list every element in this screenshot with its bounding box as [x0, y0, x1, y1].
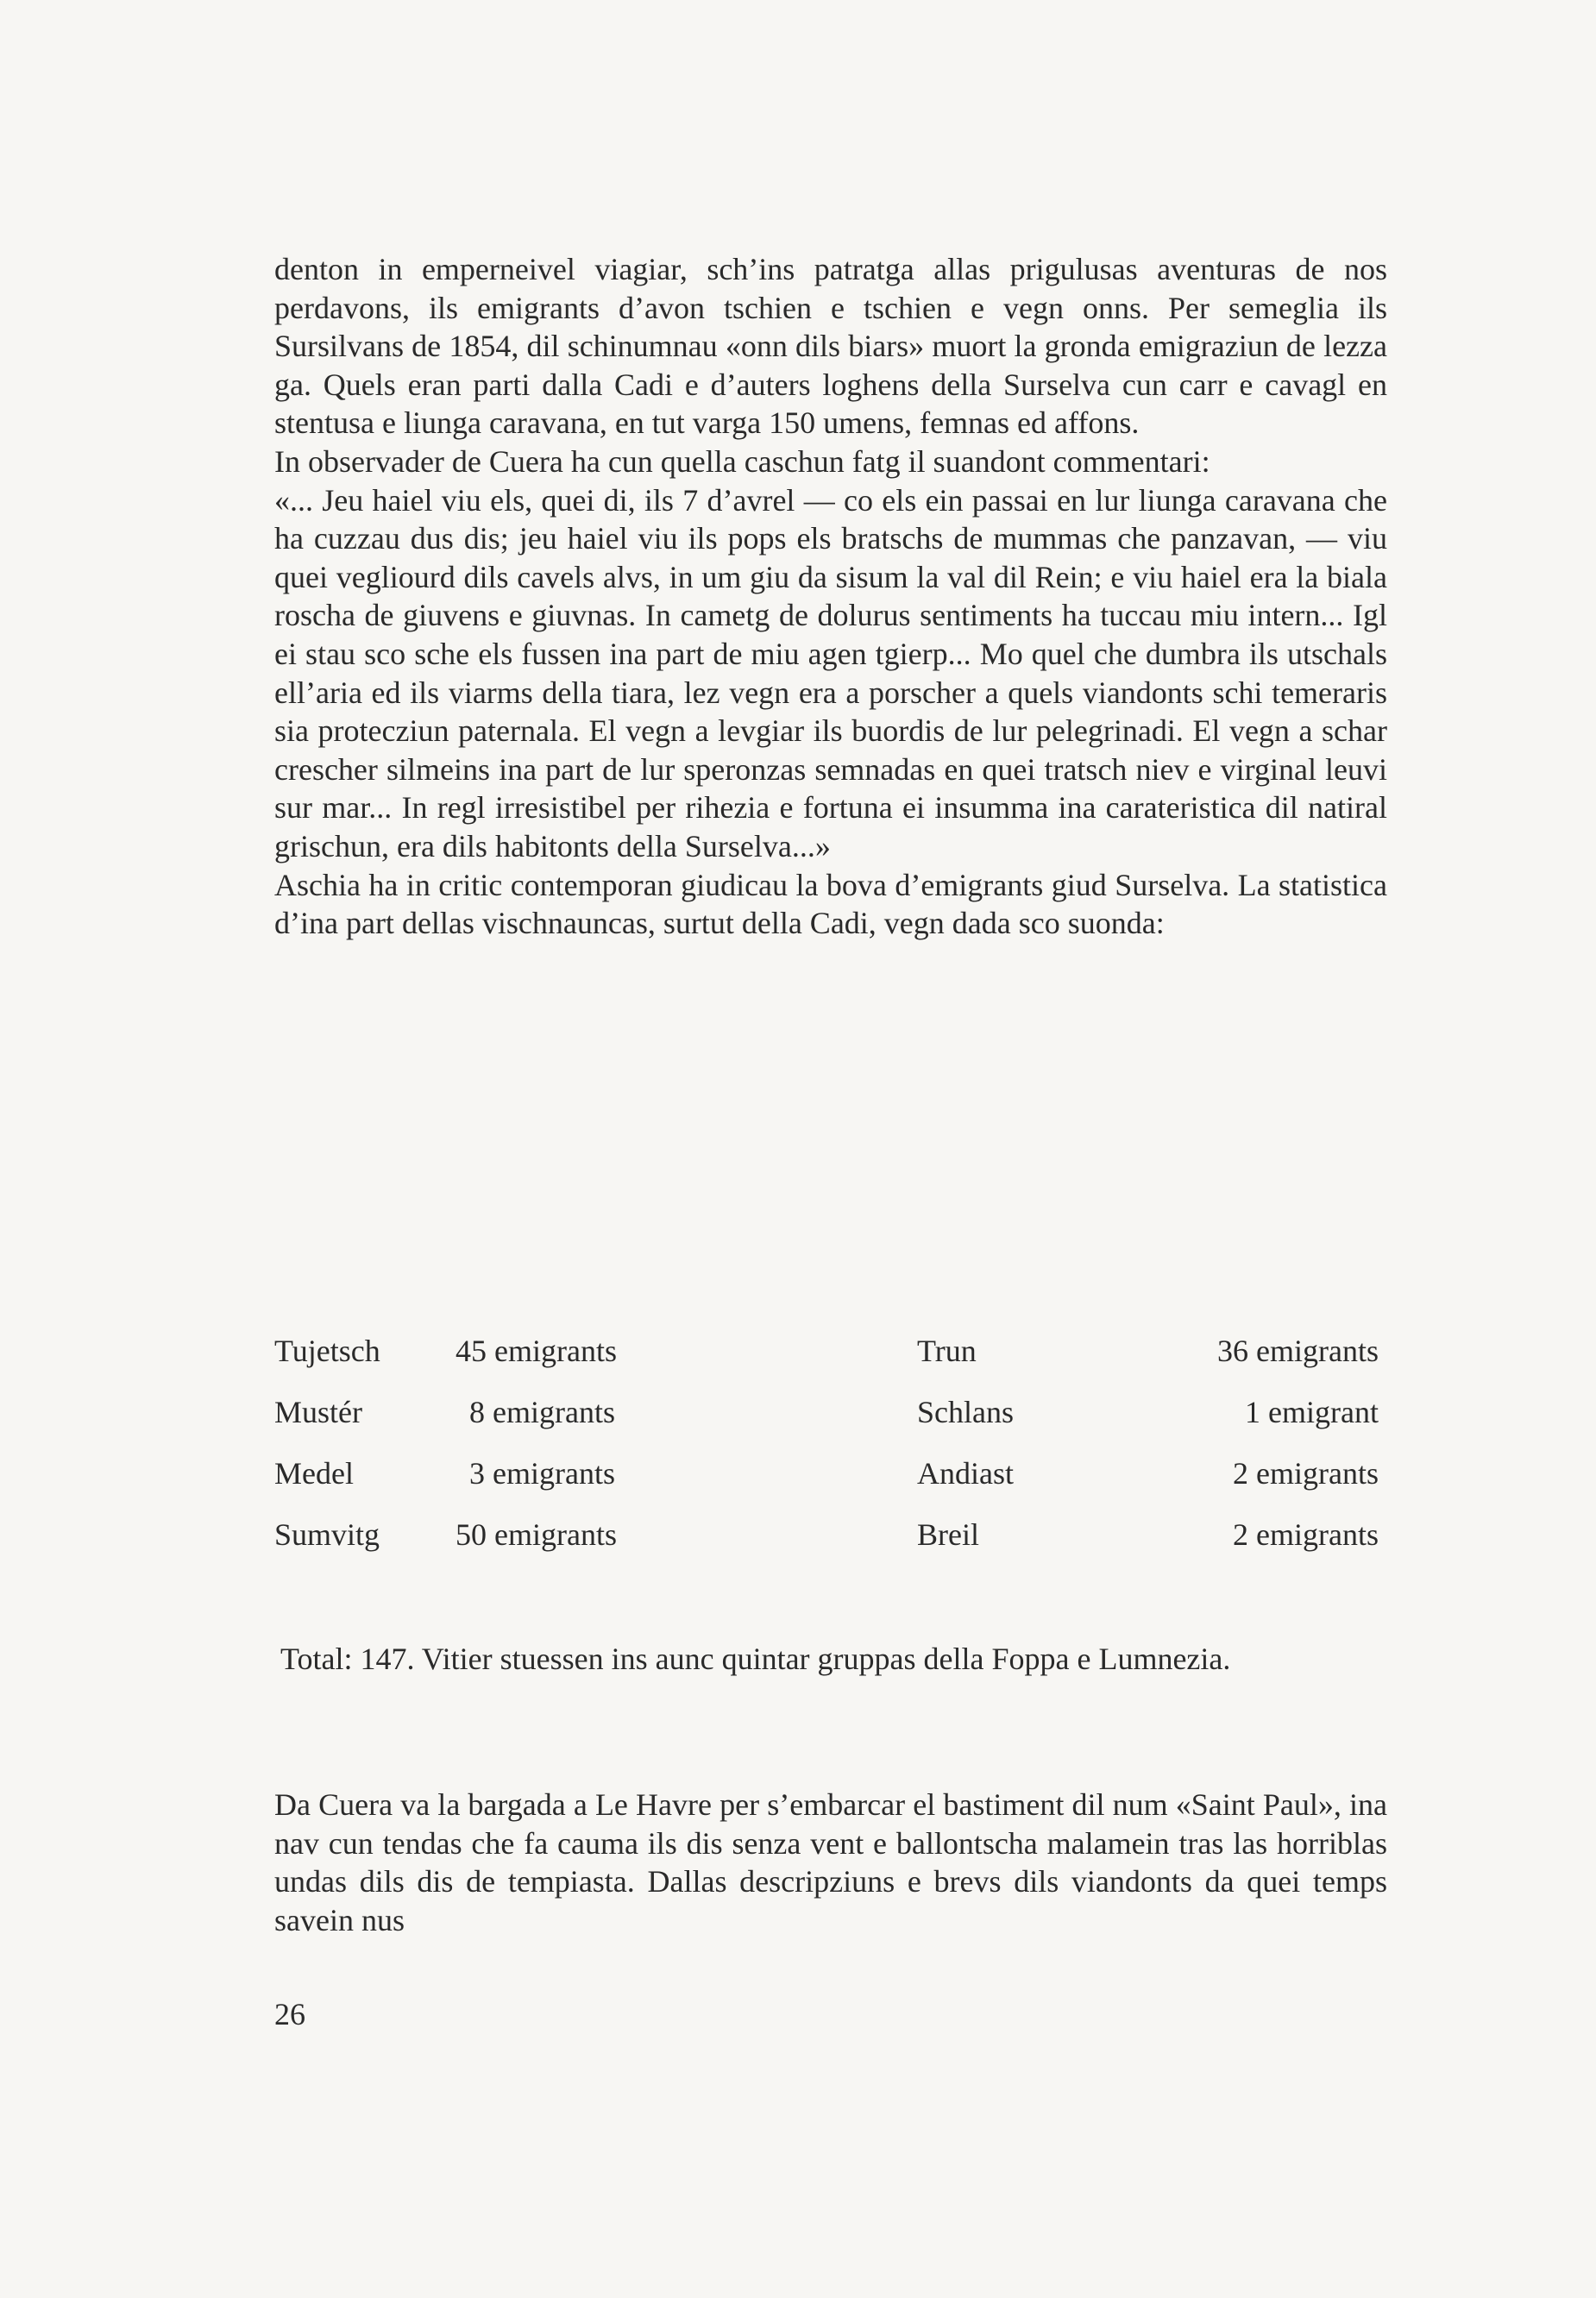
place-right: Breil: [917, 1517, 979, 1552]
place-right: Trun: [917, 1334, 977, 1368]
count-right: 36 emigrants: [1217, 1334, 1379, 1368]
emigrant-statistics: [274, 1333, 1396, 1578]
final-paragraph: Da Cuera va la bargada a Le Havre per s’embarcar el bastiment dil num «Saint Paul», ina nav cun tendas che fa cauma ils dis senza vent e ballontscha malamein tras las horriblas undas dils dis de tempiasta. Dallas descripziuns e brevs dils viandonts da quei temps savein nus: [274, 1787, 1387, 1937]
count-left: 45 emigrants: [456, 1334, 617, 1368]
paragraph-2: In observader de Cuera ha cun quella caschun fatg il suandont commentari:: [274, 443, 1210, 479]
main-text-block: [274, 250, 1387, 943]
place-right: Andiast: [917, 1456, 1014, 1491]
place-left: Medel: [274, 1456, 354, 1491]
count-left: 8 emigrants: [469, 1395, 615, 1429]
total-text: Total: 147. Vitier stuessen ins aunc quintar gruppas della Foppa e Lumnezia.: [280, 1642, 1231, 1676]
statistics-row: [274, 1516, 1396, 1578]
count-right: 2 emigrants: [1233, 1517, 1379, 1552]
count-right: 1 emigrant: [1245, 1395, 1379, 1429]
statistics-row: [274, 1455, 1396, 1516]
place-left: Sumvitg: [274, 1517, 380, 1552]
final-text-block: [274, 1786, 1387, 1939]
count-left: 3 emigrants: [469, 1456, 615, 1491]
count-right: 2 emigrants: [1233, 1456, 1379, 1491]
paragraph-3: Aschia ha in critic contemporan giudicau la bova d’emigrants giud Surselva. La statistica d’ina part dellas vischnauncas, surtut della Cadi, vegn dada sco suonda:: [274, 867, 1387, 941]
statistics-row: [274, 1394, 1396, 1455]
paragraph-1: denton in emperneivel viagiar, sch’ins patratga allas prigulusas aventuras de nos perdavons, ils emigrants d’avon tschien e tschien e vegn onns. Per semeglia ils Sursilvans de 1854, dil schinumnau «onn dils biars» muort la gronda emigraziun de lezza ga. Quels eran parti dalla Cadi e d’auters loghens della Surselva cun carr e cavagl en stentusa e liunga caravana, en tut varga 150 umens, femnas ed affons.: [274, 252, 1387, 441]
statistics-row: [274, 1333, 1396, 1394]
quote-paragraph: «... Jeu haiel viu els, quei di, ils 7 d’avrel — co els ein passai en lur liunga caravana che ha cuzzau dus dis; jeu haiel viu ils pops els bratschs de mummas che panzavan, — viu quei vegliourd dils cavels alvs, in um giu da sisum la val dil Rein; e viu haiel era la biala roscha de giuvens e giuvnas. In cametg de dolurus sentiments ha tuccau miu intern... Igl ei stau sco sche els fussen ina part de miu agen tgierp... Mo quel che dumbra ils utschals ell’aria ed ils viarms della tiara, lez vegn era a porscher a quels viandonts schi temeraris sia protecziun paternala. El vegn a levgiar ils buordis de lur pelegrinadi. El vegn a schar crescher silmeins ina part de lur speronzas semnadas en quei tratsch niev e virginal leuvi sur mar... In regl irresistibel per rihezia e fortuna ei insumma ina carateristica dil natiral grischun, era dils habitonts della Surselva...»: [274, 482, 1387, 863]
page-number: 26: [274, 1997, 305, 2031]
place-left: Tujetsch: [274, 1334, 380, 1368]
count-left: 50 emigrants: [456, 1517, 617, 1552]
place-right: Schlans: [917, 1395, 1014, 1429]
place-left: Mustér: [274, 1395, 362, 1429]
